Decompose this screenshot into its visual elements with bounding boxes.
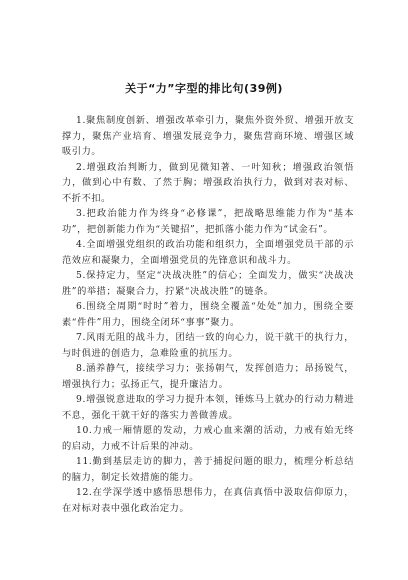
paragraph-6: 6.围绕全周期“时时”着力，围绕全覆盖“处处”加力，围绕全要素“件件”用力，围绕全闭环“事事”聚力。 <box>62 301 354 328</box>
paragraph-list <box>62 113 354 516</box>
paragraph-7: 7.风雨无阻的战斗力，团结一致的向心力，说干就干的执行力，与时俱进的创造力，急难险重的抗压力。 <box>62 332 354 359</box>
paragraph-11: 11.勤到基层走访的脚力，善于捕捉问题的眼力，梳理分析总结的脑力，制定长效措施的能力。 <box>62 456 354 483</box>
paragraph-10: 10.力戒一厢情愿的发动，力戒心血来潮的活动，力戒有始无终的启动，力戒不计后果的冲动。 <box>62 425 354 452</box>
paragraph-3: 3.把政治能力作为终身“必修课”，把战略思维能力作为“基本功”，把创新能力作为“关键招”，把抓落小能力作为“试金石”。 <box>62 208 354 235</box>
paragraph-4: 4.全面增强党组织的政治功能和组织力，全面增强党员干部的示范效应和凝聚力，全面增强党员的先锋意识和战斗力。 <box>62 239 354 266</box>
paragraph-2: 2.增强政治判断力，做到见微知著、一叶知秋；增强政治领悟力，做到心中有数、了然于胸；增强政治执行力，做到对表对标、不折不扣。 <box>62 161 354 204</box>
paragraph-9: 9.增强锐意进取的学习力提升本领，锤炼马上就办的行动力精进不息，强化干就干好的落实力善做善成。 <box>62 394 354 421</box>
paragraph-12: 12.在学深学透中感悟思想伟力，在真信真悟中汲取信仰原力，在对标对表中强化政治定力。 <box>62 487 354 514</box>
paragraph-5: 5.保持定力，坚定“决战决胜”的信心；全面发力，做实“决战决胜”的举措；凝聚合力，拧紧“决战决胜”的链条。 <box>62 270 354 297</box>
document-title: 关于“力”字型的排比句(39例) <box>125 82 283 95</box>
paragraph-1: 1.聚焦制度创新、增强改革牵引力，聚焦外资外贸、增强开放支撑力，聚焦产业培育、增强发展竞争力，聚焦营商环境、增强区域吸引力。 <box>62 115 354 157</box>
paragraph-8: 8.涵养静气，接续学习力；张扬朝气，发挥创造力；昂扬锐气，增强执行力；弘扬正气，提升廉洁力。 <box>62 363 354 390</box>
